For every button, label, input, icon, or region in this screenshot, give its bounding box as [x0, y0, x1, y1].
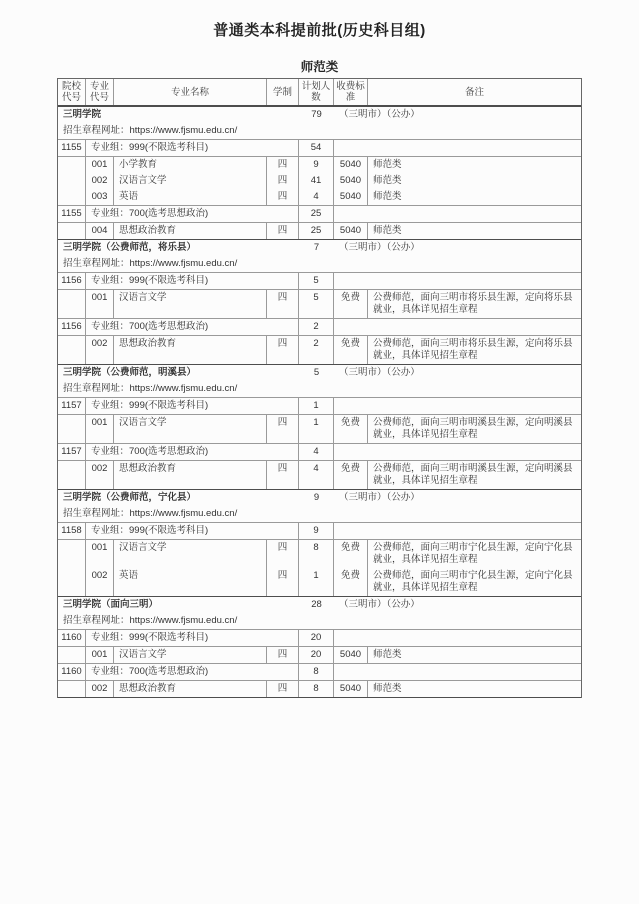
major-group-row [58, 318, 581, 335]
college-code-empty [58, 540, 86, 568]
admission-url: 招生章程网址：https://www.fjsmu.edu.cn/ [63, 258, 238, 269]
institution-row [58, 240, 581, 256]
major-row [58, 290, 581, 318]
institution-plan-total: 5 [313, 367, 320, 378]
institution-row [58, 597, 581, 613]
column-header-4: 学制 [267, 79, 299, 105]
major-code: 001 [86, 290, 114, 318]
remark: 师范类 [373, 159, 402, 170]
remark: 师范类 [373, 225, 402, 236]
majors-block [58, 156, 581, 205]
major-code: 002 [86, 681, 114, 697]
majors-block [58, 680, 581, 697]
college-code: 1155 [58, 140, 86, 156]
group-remark [334, 273, 581, 289]
college-code-empty [58, 173, 86, 189]
study-length: 四 [267, 568, 299, 596]
study-length: 四 [267, 647, 299, 663]
fee-standard: 免费 [334, 415, 368, 443]
remark: 师范类 [373, 191, 402, 202]
institution-section [58, 240, 581, 365]
group-plan-count: 20 [299, 630, 334, 646]
major-group-row [58, 272, 581, 289]
group-plan-count: 8 [299, 664, 334, 680]
study-length: 四 [267, 157, 299, 173]
major-name: 汉语言文学 [114, 173, 267, 189]
group-name: 专业组：999(不限选考科目) [86, 630, 299, 646]
majors-block [58, 289, 581, 318]
institution-attributes: （三明市）（公办） [339, 109, 420, 120]
institution-name: 三明学院（公费师范，将乐县） [63, 242, 197, 253]
study-length: 四 [267, 173, 299, 189]
college-code: 1156 [58, 273, 86, 289]
plan-table [57, 78, 582, 698]
fee-standard: 免费 [334, 568, 368, 596]
group-name: 专业组：700(选考思想政治) [86, 319, 299, 335]
plan-count: 25 [299, 223, 334, 239]
group-remark [334, 206, 581, 222]
institution-plan-total: 28 [311, 599, 322, 610]
college-code-empty [58, 290, 86, 318]
major-code: 001 [86, 415, 114, 443]
group-name: 专业组：700(选考思想政治) [86, 664, 299, 680]
institution-row [58, 107, 581, 123]
column-header-1: 院校代号 [58, 79, 86, 105]
fee-standard: 5040 [334, 189, 368, 205]
institution-name: 三明学院（公费师范，宁化县） [63, 492, 197, 503]
major-group-row [58, 522, 581, 539]
study-length: 四 [267, 461, 299, 489]
college-code-empty [58, 189, 86, 205]
page-title: 普通类本科提前批(历史科目组) [213, 22, 426, 39]
college-code-empty [58, 681, 86, 697]
fee-standard: 免费 [334, 540, 368, 568]
institution-section [58, 107, 581, 240]
institution-name: 三明学院（面向三明） [63, 599, 159, 610]
major-code: 001 [86, 540, 114, 568]
plan-count: 9 [299, 157, 334, 173]
group-name: 专业组：700(选考思想政治) [86, 444, 299, 460]
college-code: 1160 [58, 630, 86, 646]
major-name: 小学教育 [114, 157, 267, 173]
fee-standard: 5040 [334, 157, 368, 173]
plan-count: 8 [299, 681, 334, 697]
admission-url: 招生章程网址：https://www.fjsmu.edu.cn/ [63, 125, 238, 136]
remark: 公费师范，面向三明市宁化县生源，定向宁化县就业，具体详见招生章程 [373, 542, 573, 565]
college-code: 1160 [58, 664, 86, 680]
group-plan-count: 2 [299, 319, 334, 335]
major-code: 001 [86, 647, 114, 663]
admission-url-row [58, 506, 581, 522]
majors-block [58, 460, 581, 489]
major-group-row [58, 139, 581, 156]
remark: 公费师范，面向三明市明溪县生源，定向明溪县就业，具体详见招生章程 [373, 463, 573, 486]
study-length: 四 [267, 540, 299, 568]
plan-count: 2 [299, 336, 334, 364]
remark: 公费师范，面向三明市将乐县生源，定向将乐县就业，具体详见招生章程 [373, 338, 573, 361]
admission-url: 招生章程网址：https://www.fjsmu.edu.cn/ [63, 508, 238, 519]
institution-row [58, 365, 581, 381]
major-row [58, 647, 581, 663]
major-group-row [58, 397, 581, 414]
group-remark [334, 140, 581, 156]
major-row [58, 157, 581, 173]
major-code: 004 [86, 223, 114, 239]
institution-row [58, 490, 581, 506]
college-code: 1155 [58, 206, 86, 222]
institution-section [58, 365, 581, 490]
group-plan-count: 25 [299, 206, 334, 222]
fee-standard: 免费 [334, 336, 368, 364]
major-name: 汉语言文学 [114, 647, 267, 663]
study-length: 四 [267, 336, 299, 364]
table-header-row [58, 79, 581, 107]
category-title: 师范类 [300, 60, 339, 74]
fee-standard: 免费 [334, 461, 368, 489]
major-name: 汉语言文学 [114, 415, 267, 443]
remark: 公费师范，面向三明市明溪县生源，定向明溪县就业，具体详见招生章程 [373, 417, 573, 440]
group-name: 专业组：999(不限选考科目) [86, 273, 299, 289]
group-plan-count: 9 [299, 523, 334, 539]
major-name: 英语 [114, 568, 267, 596]
admission-url-row [58, 381, 581, 397]
institution-plan-total: 9 [313, 492, 320, 503]
plan-count: 5 [299, 290, 334, 318]
study-length: 四 [267, 415, 299, 443]
fee-standard: 5040 [334, 647, 368, 663]
plan-count: 41 [299, 173, 334, 189]
admission-url: 招生章程网址：https://www.fjsmu.edu.cn/ [63, 615, 238, 626]
column-header-6: 收费标准 [334, 79, 368, 105]
major-group-row [58, 443, 581, 460]
plan-count: 8 [299, 540, 334, 568]
major-row [58, 173, 581, 189]
column-header-7: 备注 [464, 86, 484, 98]
group-remark [334, 523, 581, 539]
remark: 师范类 [373, 649, 402, 660]
column-header-2: 专业代号 [86, 79, 114, 105]
group-remark [334, 319, 581, 335]
plan-count: 1 [299, 415, 334, 443]
group-name: 专业组：700(选考思想政治) [86, 206, 299, 222]
college-code-empty [58, 157, 86, 173]
remark: 师范类 [373, 175, 402, 186]
study-length: 四 [267, 223, 299, 239]
remark: 师范类 [373, 683, 402, 694]
column-header-3: 专业名称 [114, 79, 267, 105]
major-row [58, 568, 581, 596]
institution-plan-total: 7 [313, 242, 320, 253]
plan-count: 4 [299, 189, 334, 205]
major-row [58, 336, 581, 364]
college-code: 1156 [58, 319, 86, 335]
major-row [58, 461, 581, 489]
fee-standard: 5040 [334, 173, 368, 189]
study-length: 四 [267, 681, 299, 697]
institution-name: 三明学院（公费师范，明溪县） [63, 367, 197, 378]
college-code-empty [58, 415, 86, 443]
plan-count: 1 [299, 568, 334, 596]
institution-section [58, 490, 581, 597]
major-group-row [58, 629, 581, 646]
group-plan-count: 5 [299, 273, 334, 289]
admission-url-row [58, 123, 581, 139]
institution-attributes: （三明市）（公办） [339, 242, 420, 253]
college-code-empty [58, 568, 86, 596]
majors-block [58, 414, 581, 443]
majors-block [58, 539, 581, 596]
college-code: 1158 [58, 523, 86, 539]
remark: 公费师范，面向三明市宁化县生源，定向宁化县就业，具体详见招生章程 [373, 570, 573, 593]
group-remark [334, 398, 581, 414]
major-group-row [58, 205, 581, 222]
admission-url: 招生章程网址：https://www.fjsmu.edu.cn/ [63, 383, 238, 394]
institution-attributes: （三明市）（公办） [339, 599, 420, 610]
major-name: 思想政治教育 [114, 681, 267, 697]
major-row [58, 540, 581, 568]
major-name: 汉语言文学 [114, 290, 267, 318]
institution-plan-total: 79 [311, 109, 322, 120]
major-row [58, 415, 581, 443]
remark: 公费师范，面向三明市将乐县生源，定向将乐县就业，具体详见招生章程 [373, 292, 573, 315]
study-length: 四 [267, 189, 299, 205]
fee-standard: 免费 [334, 290, 368, 318]
major-name: 汉语言文学 [114, 540, 267, 568]
group-plan-count: 4 [299, 444, 334, 460]
major-code: 001 [86, 157, 114, 173]
major-name: 思想政治教育 [114, 461, 267, 489]
column-header-5: 计划人数 [299, 79, 334, 105]
plan-count: 4 [299, 461, 334, 489]
college-code-empty [58, 647, 86, 663]
major-group-row [58, 663, 581, 680]
major-code: 002 [86, 461, 114, 489]
college-code-empty [58, 336, 86, 364]
majors-block [58, 646, 581, 663]
institution-name: 三明学院 [63, 109, 102, 120]
group-remark [334, 664, 581, 680]
major-row [58, 189, 581, 205]
majors-block [58, 222, 581, 239]
group-plan-count: 54 [299, 140, 334, 156]
study-length: 四 [267, 290, 299, 318]
fee-standard: 5040 [334, 681, 368, 697]
major-code: 002 [86, 336, 114, 364]
group-name: 专业组：999(不限选考科目) [86, 140, 299, 156]
group-remark [334, 444, 581, 460]
college-code-empty [58, 461, 86, 489]
institution-section [58, 597, 581, 698]
majors-block [58, 335, 581, 364]
major-code: 002 [86, 568, 114, 596]
major-name: 思想政治教育 [114, 223, 267, 239]
institution-attributes: （三明市）（公办） [339, 367, 420, 378]
major-code: 003 [86, 189, 114, 205]
college-code: 1157 [58, 398, 86, 414]
major-row [58, 223, 581, 239]
major-name: 英语 [114, 189, 267, 205]
group-remark [334, 630, 581, 646]
admission-url-row [58, 613, 581, 629]
institution-attributes: （三明市）（公办） [339, 492, 420, 503]
major-code: 002 [86, 173, 114, 189]
group-name: 专业组：999(不限选考科目) [86, 398, 299, 414]
fee-standard: 5040 [334, 223, 368, 239]
major-row [58, 681, 581, 697]
major-name: 思想政治教育 [114, 336, 267, 364]
plan-count: 20 [299, 647, 334, 663]
college-code-empty [58, 223, 86, 239]
admission-url-row [58, 256, 581, 272]
group-plan-count: 1 [299, 398, 334, 414]
group-name: 专业组：999(不限选考科目) [86, 523, 299, 539]
college-code: 1157 [58, 444, 86, 460]
